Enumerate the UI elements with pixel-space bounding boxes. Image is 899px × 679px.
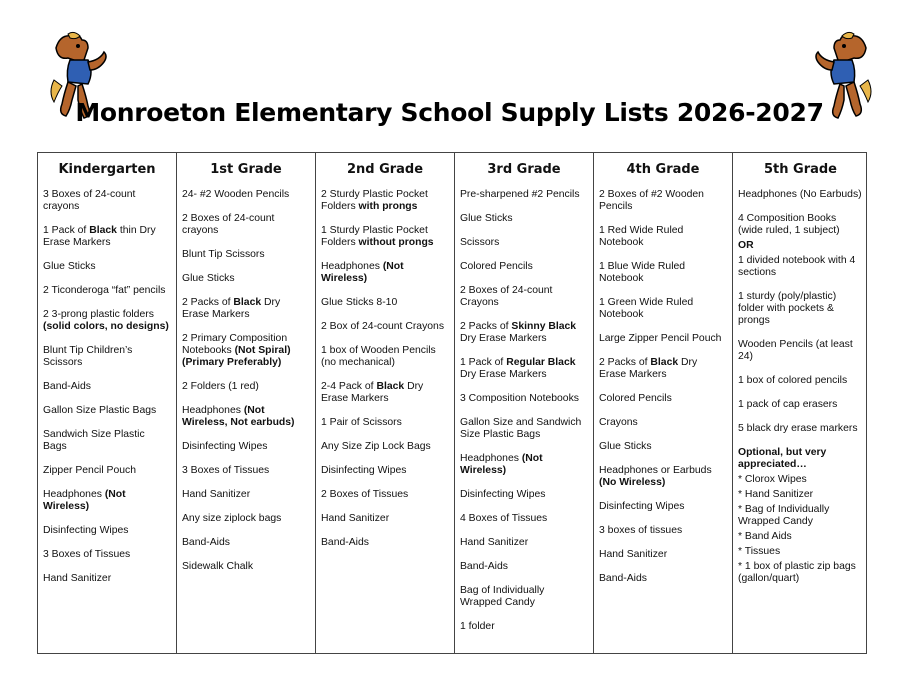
- item-text: Glue Sticks: [599, 441, 652, 452]
- item-text: 2 Boxes of 24-count crayons: [182, 213, 275, 236]
- list-item: [738, 291, 863, 327]
- list-item: [460, 513, 588, 525]
- bold-text: Black: [650, 357, 679, 368]
- list-item: [321, 489, 449, 501]
- list-item: [599, 441, 727, 453]
- list-item: [599, 189, 727, 213]
- item-text: 1 pack of cap erasers: [738, 399, 838, 410]
- list-item: [182, 273, 310, 285]
- item-text: Crayons: [599, 417, 638, 428]
- item-text: 3 Boxes of 24-count crayons: [43, 189, 136, 212]
- list-item: [599, 417, 727, 429]
- list-item: [738, 399, 863, 411]
- list-item: [321, 261, 449, 285]
- list-item: [321, 345, 449, 369]
- item-text: Glue Sticks 8-10: [321, 297, 398, 308]
- item-text: 2 Folders (1 red): [182, 381, 259, 392]
- list-item: [460, 621, 588, 633]
- list-item: [43, 489, 171, 513]
- list-item: [321, 321, 449, 333]
- list-item: [321, 513, 449, 525]
- supply-list: [321, 189, 449, 549]
- list-item: [43, 309, 171, 333]
- list-item: [599, 225, 727, 249]
- item-text: Headphones or Earbuds: [599, 465, 712, 476]
- item-text: 24- #2 Wooden Pencils: [182, 189, 290, 200]
- list-item: [43, 405, 171, 417]
- list-item: [599, 465, 727, 489]
- bold-text: Skinny Black: [511, 321, 577, 332]
- item-text: Headphones: [460, 453, 522, 464]
- column-heading: 2nd Grade: [346, 162, 424, 177]
- item-text: 1 box of colored pencils: [738, 375, 848, 386]
- list-item: [43, 525, 171, 537]
- list-item: [182, 249, 310, 261]
- item-text: 1 box of Wooden Pencils (no mechanical): [321, 345, 436, 368]
- item-text: 1 folder: [460, 621, 495, 632]
- item-text: 5 black dry erase markers: [738, 423, 858, 434]
- list-item: [460, 417, 588, 441]
- bold-text: (solid colors, no designs): [43, 321, 169, 332]
- list-item: [599, 549, 727, 561]
- column-heading: Kindergarten: [58, 162, 156, 177]
- supply-list: [43, 189, 171, 585]
- list-item: [738, 489, 863, 501]
- item-text: Large Zipper Pencil Pouch: [599, 333, 722, 344]
- item-text: Disinfecting Wipes: [182, 441, 268, 452]
- item-text: Hand Sanitizer: [182, 489, 251, 500]
- item-text: Pre-sharpened #2 Pencils: [460, 189, 580, 200]
- item-text: 1 Pair of Scissors: [321, 417, 402, 428]
- list-item: [738, 447, 863, 471]
- item-text: Dry Erase Markers: [321, 381, 424, 404]
- list-item: [460, 285, 588, 309]
- list-item: [43, 345, 171, 369]
- bold-text: (Not Wireless): [321, 261, 404, 284]
- list-item: [182, 489, 310, 501]
- list-item: [182, 189, 310, 201]
- list-item: [321, 381, 449, 405]
- item-text: Headphones (No Earbuds): [738, 189, 862, 200]
- list-item: [460, 261, 588, 273]
- item-text: Band-Aids: [321, 537, 369, 548]
- list-item: [460, 489, 588, 501]
- list-item: [460, 537, 588, 549]
- list-item: [321, 297, 449, 309]
- item-text: Colored Pencils: [599, 393, 672, 404]
- item-text: Any size ziplock bags: [182, 513, 282, 524]
- item-text: Glue Sticks: [43, 261, 96, 272]
- item-text: 2 Boxes of #2 Wooden Pencils: [599, 189, 704, 212]
- list-item: [182, 561, 310, 573]
- item-text: Disinfecting Wipes: [460, 489, 546, 500]
- list-item: [738, 213, 863, 237]
- list-item: [182, 465, 310, 477]
- item-text: Band-Aids: [599, 573, 647, 584]
- column-kindergarten: [38, 153, 177, 653]
- item-text: 3 boxes of tissues: [599, 525, 683, 536]
- list-item: [460, 189, 588, 201]
- item-text: Gallon Size and Sandwich Size Plastic Bags: [460, 417, 582, 440]
- item-text: Sandwich Size Plastic Bags: [43, 429, 145, 452]
- list-item: [738, 339, 863, 363]
- item-text: 2 Ticonderoga “fat” pencils: [43, 285, 166, 296]
- item-text: Wooden Pencils (at least 24): [738, 339, 853, 362]
- column-3rd-grade: [455, 153, 594, 653]
- item-text: Headphones: [43, 489, 105, 500]
- bold-text: without prongs: [358, 237, 434, 248]
- item-text: Dry Erase Markers: [182, 297, 281, 320]
- list-item: [599, 393, 727, 405]
- list-item: [460, 393, 588, 405]
- list-item: [460, 561, 588, 573]
- item-text: Blunt Tip Scissors: [182, 249, 265, 260]
- item-text: 2 Box of 24-count Crayons: [321, 321, 445, 332]
- bold-text: (Not Spiral) (Primary Preferably): [182, 345, 291, 368]
- list-item: [738, 189, 863, 201]
- item-text: 2 Sturdy Plastic Pocket Folders: [321, 189, 428, 212]
- item-text: Disinfecting Wipes: [599, 501, 685, 512]
- column-2nd-grade: [316, 153, 455, 653]
- item-text: Glue Sticks: [182, 273, 235, 284]
- list-item: [738, 546, 863, 558]
- item-text: Disinfecting Wipes: [321, 465, 407, 476]
- item-text: thin Dry Erase Markers: [43, 225, 156, 248]
- item-text: Zipper Pencil Pouch: [43, 465, 136, 476]
- supply-table: [37, 152, 867, 654]
- item-text: 2-4 Pack of: [321, 381, 377, 392]
- column-4th-grade: [594, 153, 733, 653]
- list-item: [182, 513, 310, 525]
- bold-text: (No Wireless): [599, 477, 666, 488]
- list-item: [460, 585, 588, 609]
- item-text: Gallon Size Plastic Bags: [43, 405, 157, 416]
- item-text: Hand Sanitizer: [460, 537, 529, 548]
- bold-text: (Not Wireless, Not earbuds): [182, 405, 295, 428]
- list-item: [182, 537, 310, 549]
- item-text: 2 Primary Composition Notebooks: [182, 333, 288, 356]
- item-text: 1 Pack of: [43, 225, 90, 236]
- column-heading: 1st Grade: [210, 162, 282, 177]
- item-text: Glue Sticks: [460, 213, 513, 224]
- item-text: 1 Pack of: [460, 357, 507, 368]
- list-item: [460, 453, 588, 477]
- item-text: Scissors: [460, 237, 500, 248]
- item-text: * Hand Sanitizer: [738, 489, 814, 500]
- list-item: [182, 441, 310, 453]
- item-text: Any Size Zip Lock Bags: [321, 441, 431, 452]
- item-text: Band-Aids: [43, 381, 91, 392]
- list-item: [321, 465, 449, 477]
- list-item: [599, 261, 727, 285]
- item-text: 1 Blue Wide Ruled Notebook: [599, 261, 686, 284]
- item-text: * Tissues: [738, 546, 781, 557]
- list-item: [460, 321, 588, 345]
- item-text: 3 Boxes of Tissues: [43, 549, 131, 560]
- item-text: 2 Boxes of Tissues: [321, 489, 409, 500]
- item-text: Bag of Individually Wrapped Candy: [460, 585, 545, 608]
- list-item: [321, 537, 449, 549]
- list-item: [321, 225, 449, 249]
- item-text: Dry Erase Markers: [460, 333, 547, 344]
- list-item: [43, 381, 171, 393]
- supply-list: [599, 189, 727, 585]
- list-item: [738, 240, 863, 252]
- item-text: 4 Composition Books (wide ruled, 1 subject): [738, 213, 840, 236]
- page-title: Monroeton Elementary School Supply Lists 2026-2027: [75, 98, 824, 127]
- item-text: Hand Sanitizer: [43, 573, 112, 584]
- item-text: Hand Sanitizer: [321, 513, 390, 524]
- item-text: Headphones: [182, 405, 244, 416]
- supply-list: [460, 189, 588, 633]
- item-text: Hand Sanitizer: [599, 549, 668, 560]
- list-item: [321, 417, 449, 429]
- list-item: [43, 429, 171, 453]
- list-item: [738, 423, 863, 435]
- item-text: Headphones: [321, 261, 383, 272]
- item-text: Colored Pencils: [460, 261, 533, 272]
- item-text: 1 Sturdy Plastic Pocket Folders: [321, 225, 428, 248]
- list-item: [43, 285, 171, 297]
- item-text: Band-Aids: [182, 537, 230, 548]
- bold-text: Regular Black: [506, 357, 576, 368]
- item-text: 1 Red Wide Ruled Notebook: [599, 225, 684, 248]
- column-5th-grade: [733, 153, 868, 653]
- item-text: 2 3-prong plastic folders: [43, 309, 154, 320]
- bold-text: Black: [376, 381, 405, 392]
- list-item: [43, 261, 171, 273]
- list-item: [599, 573, 727, 585]
- bold-text: (Not Wireless): [460, 453, 543, 476]
- list-item: [182, 333, 310, 369]
- list-item: [460, 237, 588, 249]
- list-item: [738, 561, 863, 585]
- list-item: [182, 405, 310, 429]
- list-item: [321, 441, 449, 453]
- item-text: 2 Boxes of 24-count Crayons: [460, 285, 553, 308]
- bold-text: Optional, but very appreciated…: [738, 447, 827, 470]
- item-text: Band-Aids: [460, 561, 508, 572]
- list-item: [182, 213, 310, 237]
- item-text: 1 Green Wide Ruled Notebook: [599, 297, 694, 320]
- item-text: 4 Boxes of Tissues: [460, 513, 548, 524]
- list-item: [43, 225, 171, 249]
- item-text: 3 Boxes of Tissues: [182, 465, 270, 476]
- list-item: [738, 255, 863, 279]
- bold-text: Black: [233, 297, 262, 308]
- list-item: [738, 531, 863, 543]
- item-text: * Bag of Individually Wrapped Candy: [738, 504, 830, 527]
- list-item: [599, 297, 727, 321]
- item-text: * Band Aids: [738, 531, 792, 542]
- item-text: 1 divided notebook with 4 sections: [738, 255, 856, 278]
- list-item: [321, 189, 449, 213]
- supply-list: [182, 189, 310, 573]
- column-heading: 4th Grade: [626, 162, 700, 177]
- item-text: Disinfecting Wipes: [43, 525, 129, 536]
- item-text: 3 Composition Notebooks: [460, 393, 579, 404]
- item-text: 1 sturdy (poly/plastic) folder with pockets & prongs: [738, 291, 837, 326]
- column-heading: 3rd Grade: [487, 162, 561, 177]
- list-item: [182, 381, 310, 393]
- column-heading: 5th Grade: [763, 162, 838, 177]
- bold-text: Black: [89, 225, 117, 236]
- supply-list: [738, 189, 863, 585]
- list-item: [43, 189, 171, 213]
- list-item: [738, 474, 863, 486]
- item-text: * Clorox Wipes: [738, 474, 807, 485]
- item-text: Dry Erase Markers: [460, 369, 547, 380]
- list-item: [43, 549, 171, 561]
- bold-text: OR: [738, 240, 754, 251]
- item-text: 2 Packs of: [460, 321, 512, 332]
- list-item: [460, 357, 588, 381]
- list-item: [599, 525, 727, 537]
- item-text: Blunt Tip Children’s Scissors: [43, 345, 133, 368]
- list-item: [738, 375, 863, 387]
- list-item: [599, 333, 727, 345]
- item-text: 2 Packs of: [599, 357, 651, 368]
- item-text: * 1 box of plastic zip bags (gallon/quart): [738, 561, 856, 584]
- bold-text: (Not Wireless): [43, 489, 126, 512]
- item-text: Sidewalk Chalk: [182, 561, 254, 572]
- bold-text: with prongs: [358, 201, 418, 212]
- item-text: Dry Erase Markers: [599, 357, 698, 380]
- list-item: [460, 213, 588, 225]
- list-item: [738, 504, 863, 528]
- list-item: [599, 501, 727, 513]
- item-text: 2 Packs of: [182, 297, 234, 308]
- column-1st-grade: [177, 153, 316, 653]
- list-item: [182, 297, 310, 321]
- list-item: [43, 465, 171, 477]
- list-item: [43, 573, 171, 585]
- list-item: [599, 357, 727, 381]
